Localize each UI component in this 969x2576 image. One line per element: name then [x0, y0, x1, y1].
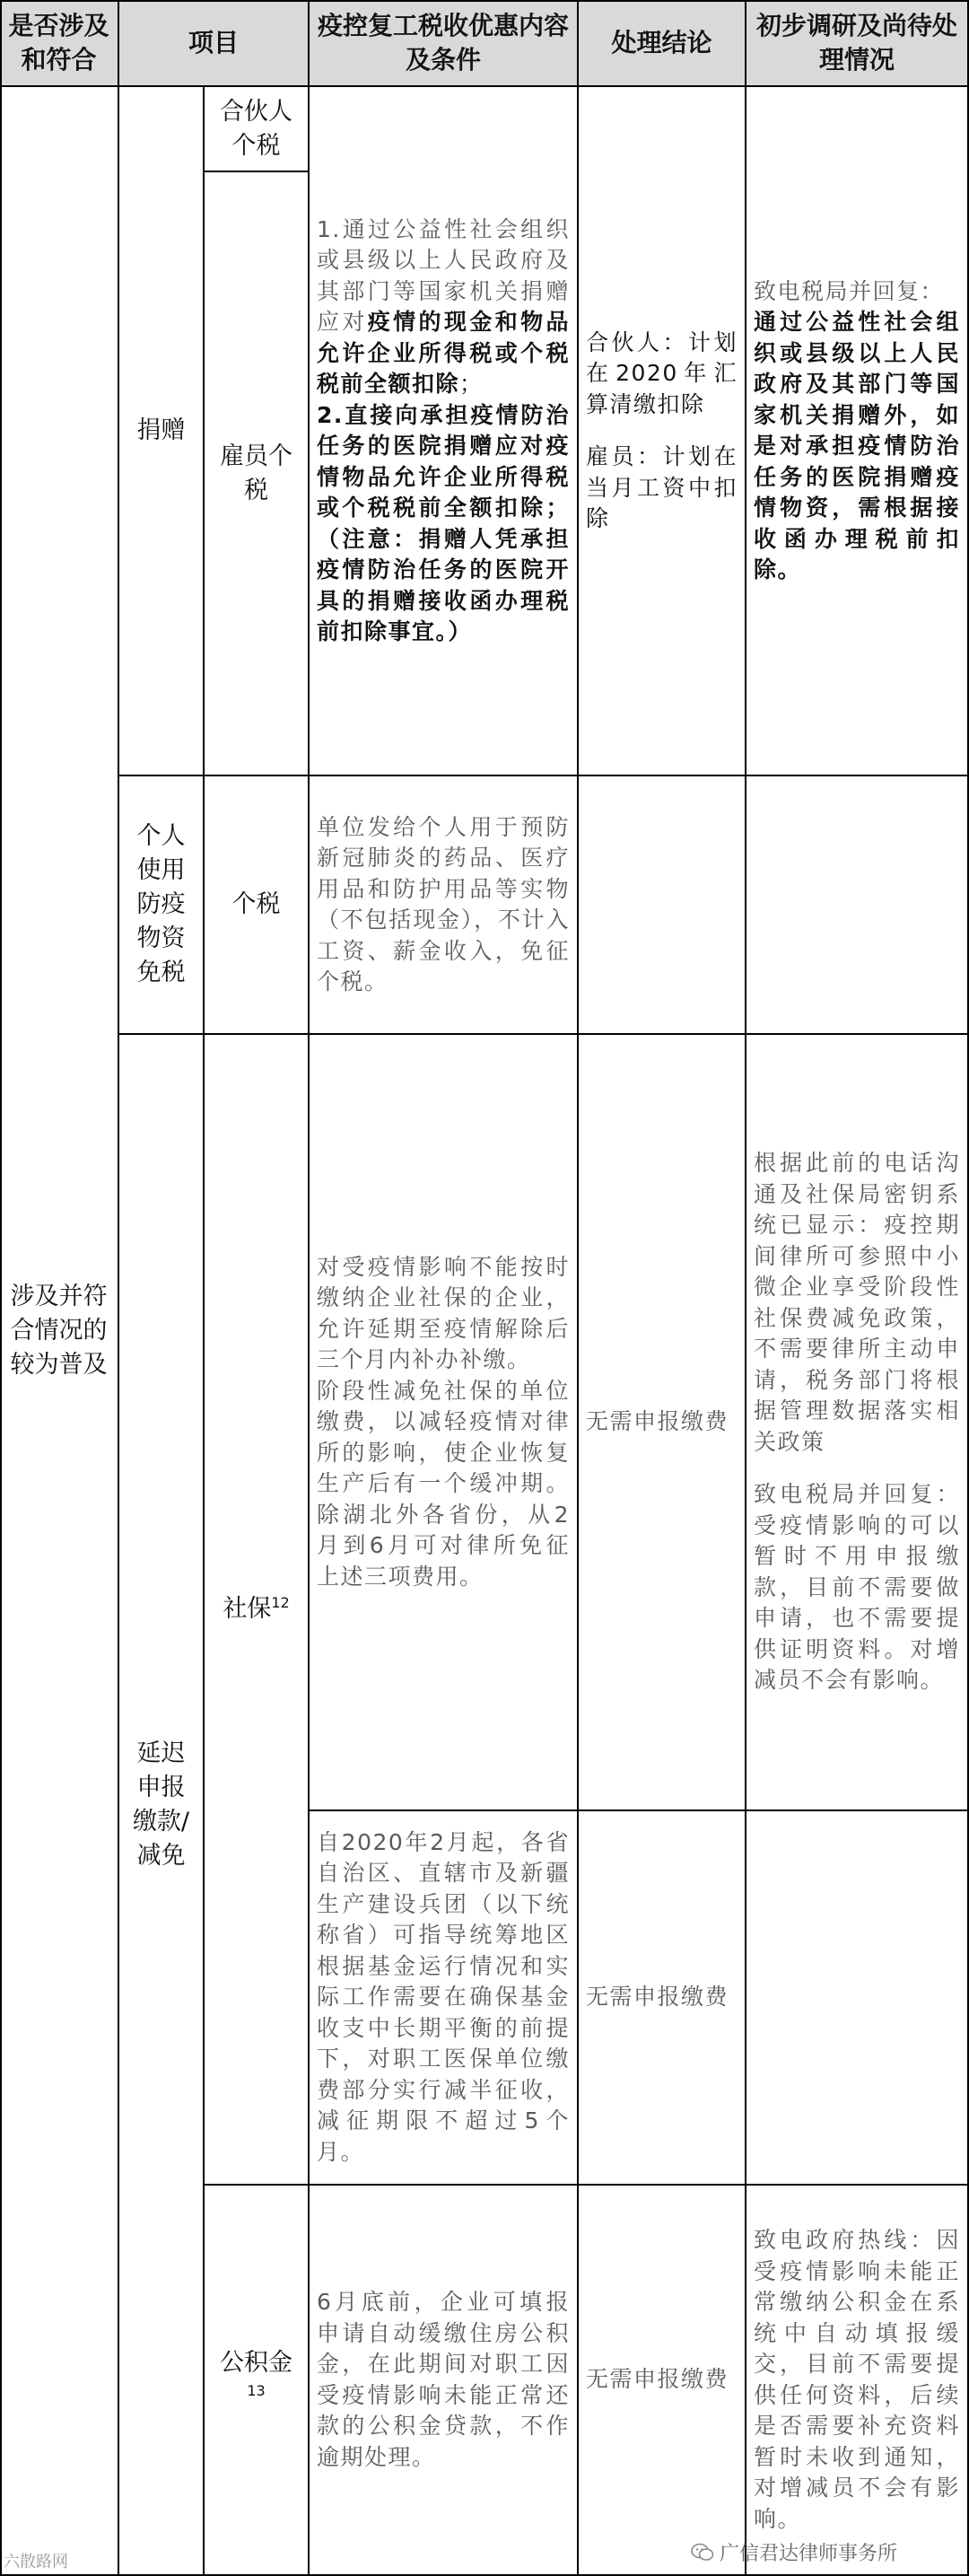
watermark-right-text: 广信君达律师事务所: [720, 2543, 898, 2565]
housing-fund-label-cell: [205, 2186, 310, 2576]
donation-employee-cell: [205, 172, 310, 776]
fund-conclusion-text: 无需申报缴费: [586, 2366, 729, 2393]
group-cell: [0, 87, 119, 2576]
social-research-p2: 致电税局并回复：受疫情影响的可以暂时不用申报缴款，目前不需要做申请，也不需要提供证明资料。对增减员不会有影响。: [754, 1481, 960, 1694]
donation-content-p1-end: ；: [459, 371, 484, 397]
header-item-label: 项目: [188, 27, 239, 57]
donation-research-intro: 致电税局并回复：: [754, 277, 945, 304]
donation-category-label: 捐赠: [136, 416, 186, 444]
social-content-p2: 阶段性减免社保的单位缴费，以减轻疫情对律所的影响，使企业恢复生产后有一个缓冲期。除湖北外各省份，从2月到6月可对律所免征上述三项费用。: [317, 1377, 570, 1590]
header-cell-research: [746, 0, 969, 87]
social-research-cell: [746, 1035, 969, 1811]
donation-partner-label: 合伙人个税: [220, 97, 292, 160]
donation-content-p2-bold: 2.直接向承担疫情防治任务的医院捐赠应对疫情物品允许企业所得税或个税税前全额扣除: [317, 401, 570, 521]
fund-research-text: 致电政府热线：因受疫情影响未能正常缴纳公积金在系统中自动填报缓交，目前不需要提供任何资料，后续是否需要补充资料暂时未收到通知，对增减员不会有影响。: [754, 2227, 960, 2532]
header-cell-item: [119, 0, 310, 87]
ppe-category-cell: [119, 776, 205, 1035]
donation-content-p1-pre: 1.通过公益性社会组织或县级以上人民政府及其部门等国家机关捐赠应对: [317, 215, 570, 335]
donation-content-p2-end: ；（注意：捐赠人凭承担疫情防治任务的医院开具的捐赠接收函办理税前扣除事宜。）: [317, 495, 570, 644]
ppe-research-cell: [746, 776, 969, 1035]
wechat-icon: [691, 2543, 714, 2563]
housing-fund-label: [214, 2346, 299, 2414]
medical-research-cell: [746, 1811, 969, 2186]
ppe-content-text: 单位发给个人用于预防新冠肺炎的药品、医疗用品和防护用品等实物（不包括现金），不计入工资、薪金收入，免征个税。: [317, 813, 570, 994]
donation-research-cell: [746, 87, 969, 776]
ppe-sub-label: 个税: [231, 890, 281, 918]
watermark-left: [4, 2549, 68, 2572]
watermark-left-text: 六散路网: [4, 2553, 68, 2572]
header-cell-conclusion: [579, 0, 746, 87]
donation-category-cell: [119, 87, 205, 776]
fund-content-cell: [310, 2186, 579, 2576]
social-insurance-label: [223, 1592, 289, 1626]
header-content-label: 疫控复工税收优惠内容及条件: [317, 10, 569, 74]
donation-content-p2: [317, 400, 570, 648]
ppe-content-cell: [310, 776, 579, 1035]
donation-partner-cell: [205, 87, 310, 172]
medical-conclusion-cell: [579, 1811, 746, 2186]
social-insurance-footnote: 12: [271, 1594, 290, 1611]
donation-conclusion-cell: [579, 87, 746, 776]
deferral-category-label: 延迟申报缴款/减免: [132, 1739, 190, 1870]
donation-conclusion-employee: 雇员：计划在当月工资中扣除: [586, 443, 738, 531]
donation-content-p1-bold: 疫情的现金和物品允许企业所得税或个税税前全额扣除: [317, 309, 570, 397]
deferral-category-cell: [119, 1035, 205, 2576]
social-research-p1: 根据此前的电话沟通及社保局密钥系统已显示：疫控期间律所可参照中小微企业享受阶段性社保费减免政策，不需要律所主动申请，税务部门将根据管理数据落实相关政策: [754, 1150, 960, 1455]
donation-research-detail: 通过公益性社会组织或县级以上人民政府及其部门等国家机关捐赠外，如是对承担疫情防治任务的医院捐赠疫情物资，需根据接收函办理税前扣除。: [754, 309, 960, 583]
fund-content-text: 6月底前，企业可填报申请自动缓缴住房公积金，在此期间对职工因受疫情影响未能正常还款的公积金贷款，不作逾期处理。: [317, 2289, 570, 2470]
group-label: 涉及并符合情况的较为普及: [10, 1282, 108, 1379]
social-conclusion-text: 无需申报缴费: [586, 1408, 729, 1435]
donation-content-p1: [317, 215, 570, 400]
ppe-conclusion-cell: [579, 776, 746, 1035]
donation-conclusion-partner: 合伙人：计划在2020年汇算清缴扣除: [586, 329, 738, 417]
housing-fund-text: 公积金: [220, 2348, 292, 2377]
social-conclusion-cell: [579, 1035, 746, 1811]
header-cell-content: [310, 0, 579, 87]
medical-content-text: 自2020年2月起，各省自治区、直辖市及新疆生产建设兵团（以下统称省）可指导统筹地区根据基金运行情况和实际工作需要在确保基金收支中长期平衡的前提下，对职工医保单位缴费部分实行减半征收，减征期限不超过5个月。: [317, 1828, 570, 2165]
ppe-sub-cell: [205, 776, 310, 1035]
header-involved-label: 是否涉及和符合: [8, 10, 109, 74]
medical-content-cell: [310, 1811, 579, 2186]
watermark-right: [691, 2538, 897, 2566]
donation-employee-label: 雇员个税: [220, 442, 292, 504]
fund-conclusion-cell: [579, 2186, 746, 2576]
social-content-cell: [310, 1035, 579, 1811]
housing-fund-footnote: 13: [247, 2381, 266, 2399]
header-cell-involved: [0, 0, 119, 87]
fund-research-cell: [746, 2186, 969, 2576]
header-research-label: 初步调研及尚待处理情况: [755, 10, 957, 74]
social-insurance-label-cell: [205, 1035, 310, 2186]
medical-conclusion-text: 无需申报缴费: [586, 1984, 729, 2011]
social-content-p1: 对受疫情影响不能按时缴纳企业社保的企业，允许延期至疫情解除后三个月内补办补缴。: [317, 1253, 570, 1373]
ppe-category-label: 个人使用防疫物资免税: [136, 822, 186, 986]
social-insurance-text: 社保: [223, 1595, 272, 1623]
header-conclusion-label: 处理结论: [611, 27, 712, 57]
donation-content-cell: [310, 87, 579, 776]
